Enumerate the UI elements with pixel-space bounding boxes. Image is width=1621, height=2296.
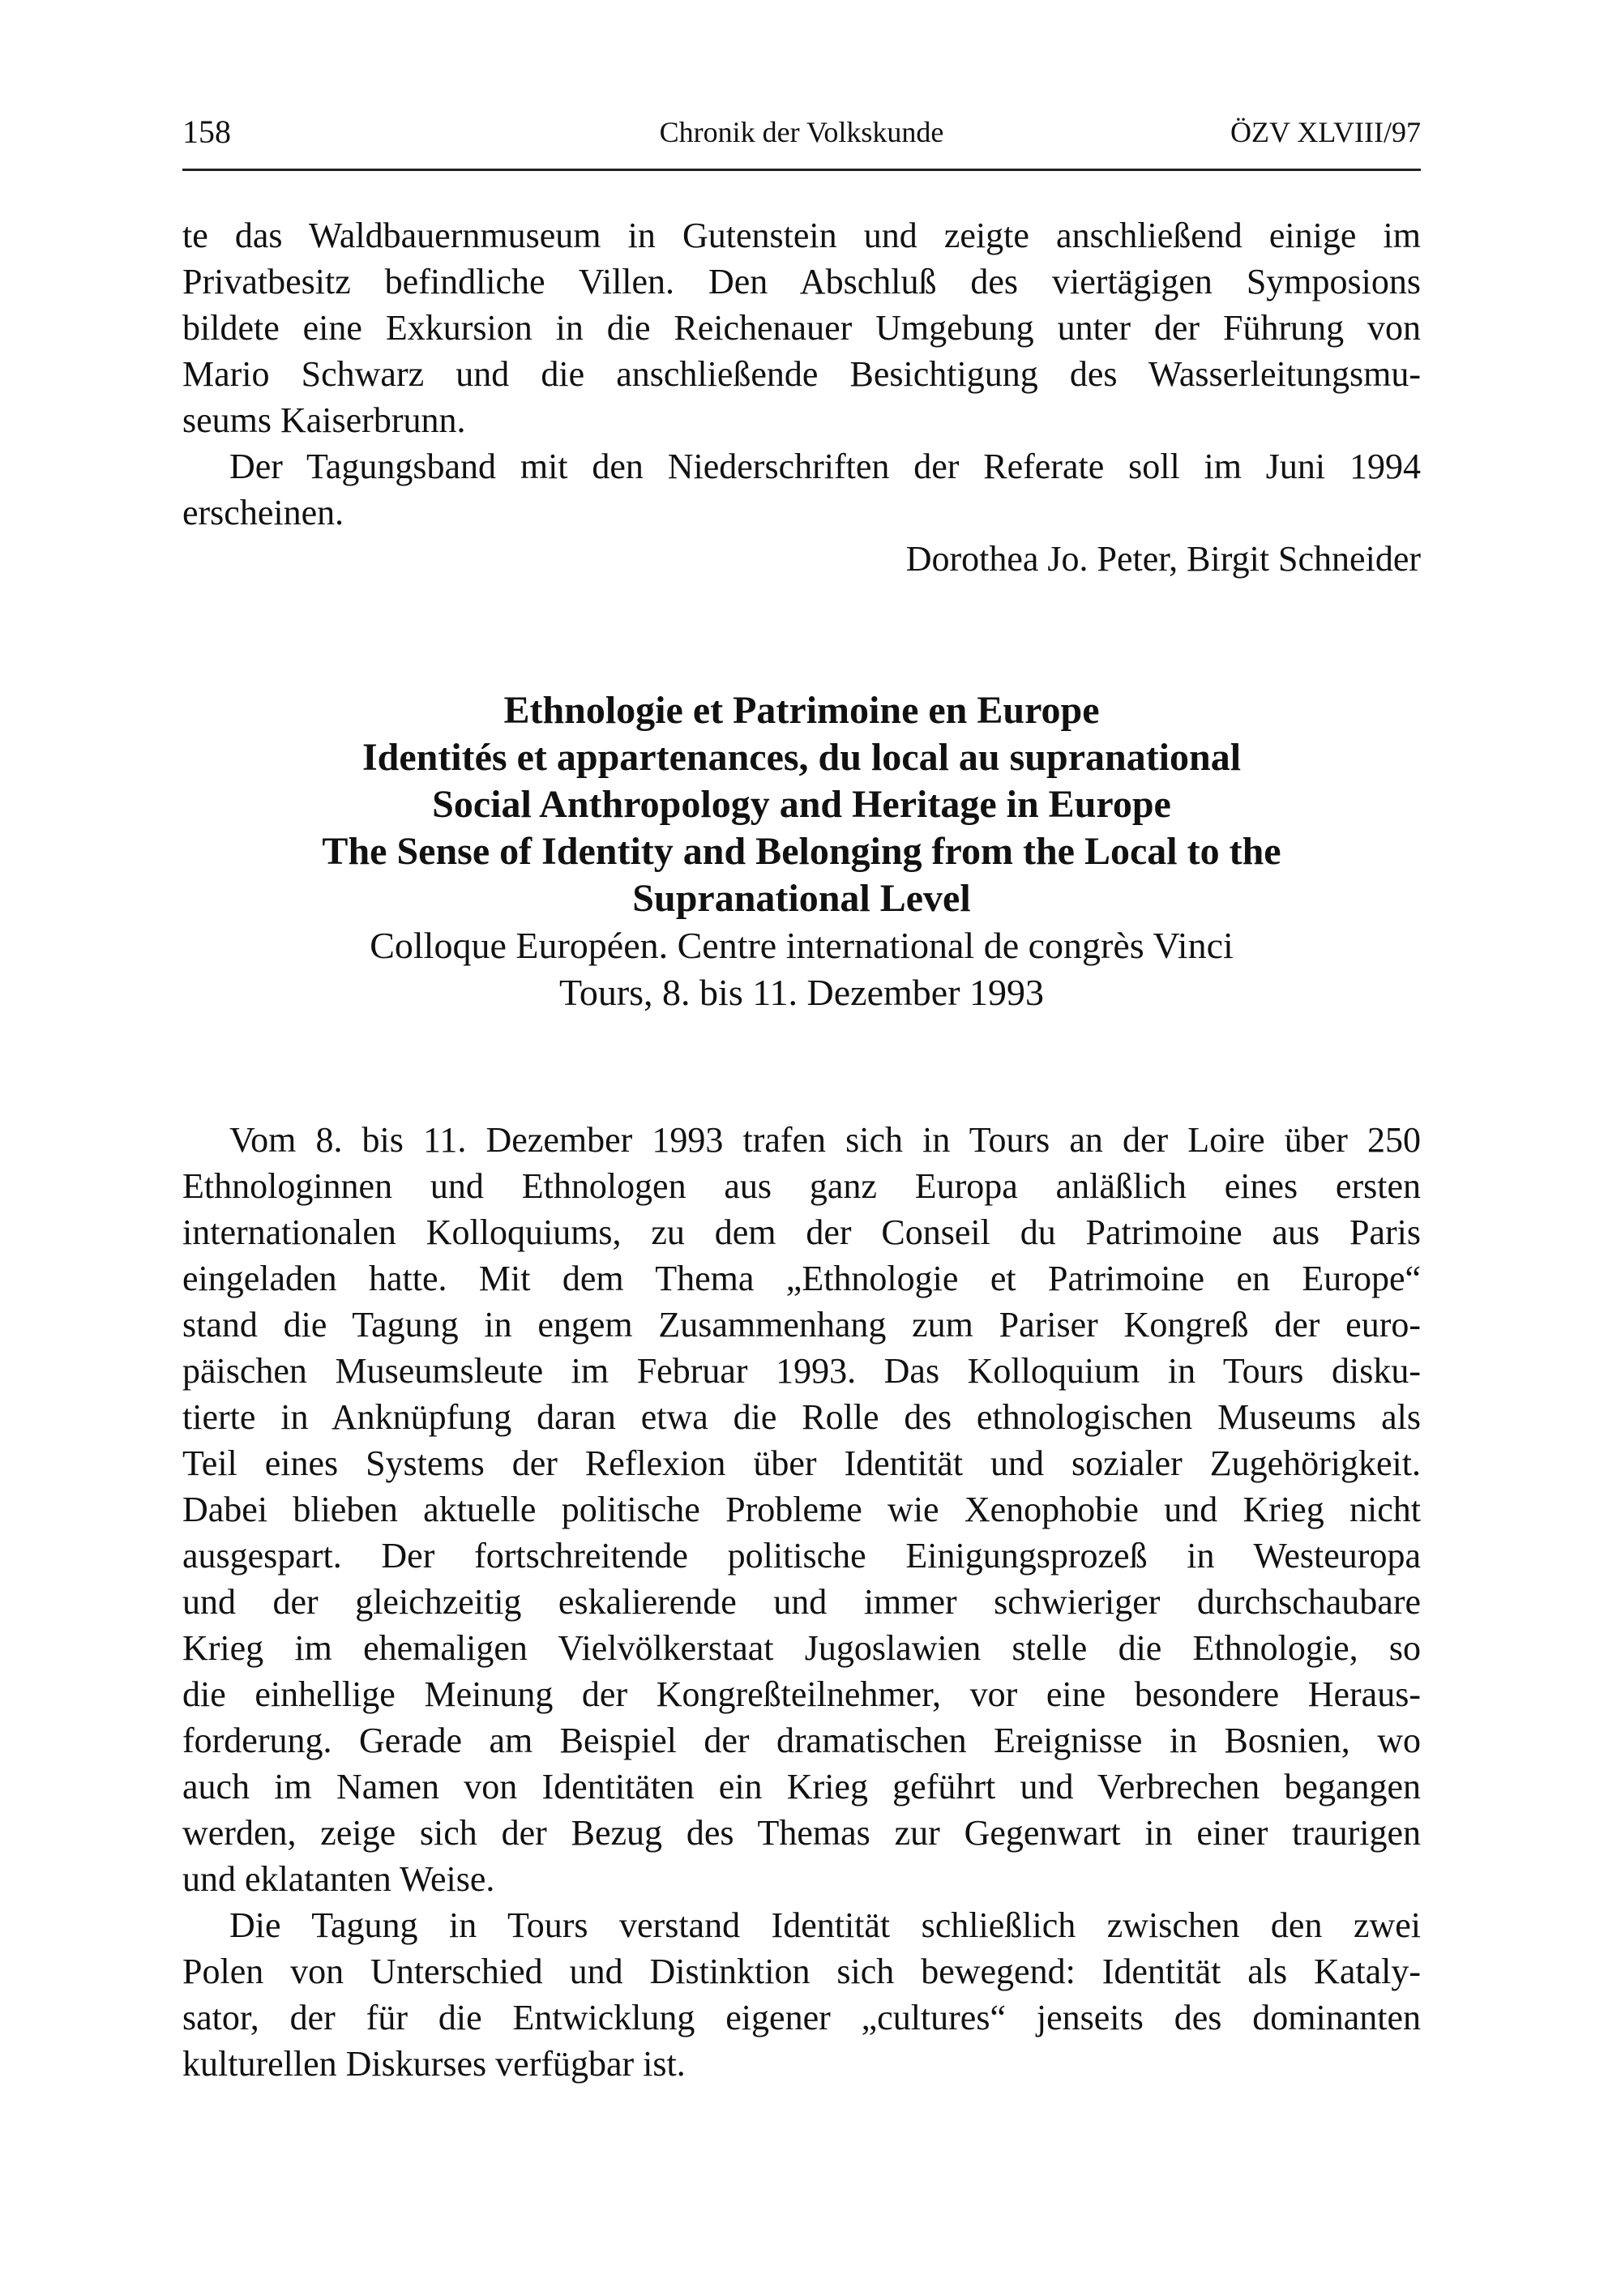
text-line: auch im Namen von Identitäten ein Krieg geführt und Verbrechen begangen (182, 1767, 1421, 1806)
text-line: Dabei blieben aktuelle politische Probleme wie Xenophobie und Krieg nicht (182, 1490, 1421, 1529)
text-line: die einhellige Meinung der Kongreßteilnehmer, vor eine besondere Heraus- (182, 1674, 1421, 1714)
text-line: eingeladen hatte. Mit dem Thema „Ethnologie et Patrimoine en Europe“ (182, 1259, 1421, 1298)
text-line: Mario Schwarz und die anschließende Besichtigung des Wasserleitungsmu- (182, 354, 1421, 394)
text-line: stand die Tagung in engem Zusammenhang zum Pariser Kongreß der euro- (182, 1305, 1421, 1345)
text-line: Der Tagungsband mit den Niederschriften der Referate soll im Juni 1994 (229, 447, 1421, 486)
text-line: Die Tagung in Tours verstand Identität schließlich zwischen den zwei (229, 1905, 1421, 1945)
text-line: und eklatanten Weise. (182, 1859, 495, 1899)
article-title: The Sense of Identity and Belonging from the Local to the (322, 830, 1281, 873)
article-title: Identités et appartenances, du local au supranational (361, 736, 1242, 779)
text-line: päischen Museumsleute im Februar 1993. Das Kolloquium in Tours disku- (182, 1351, 1421, 1391)
author-signature: Dorothea Jo. Peter, Birgit Schneider (905, 539, 1421, 579)
running-title: Chronik der Volkskunde (659, 116, 944, 148)
text-line: und der gleichzeitig eskalierende und immer schwieriger durchschaubare (182, 1582, 1421, 1622)
text-line: forderung. Gerade am Beispiel der dramatischen Ereignisse in Bosnien, wo (182, 1721, 1421, 1760)
text-line: seums Kaiserbrunn. (182, 400, 466, 440)
text-line: Privatbesitz befindliche Villen. Den Abschluß des viertägigen Symposions (182, 262, 1421, 301)
article-title: Supranational Level (632, 877, 971, 920)
article-title-block (182, 687, 1421, 1016)
text-line: Polen von Unterschied und Distinktion sich bewegend: Identität als Kataly- (182, 1952, 1421, 1991)
article-subtitle: Tours, 8. bis 11. Dezember 1993 (558, 972, 1045, 1013)
continuation-paragraph (182, 212, 1421, 582)
text-line: te das Waldbauernmuseum in Gutenstein und zeigte anschließend einige im (182, 216, 1421, 255)
running-header (182, 112, 1421, 152)
text-line: Vom 8. bis 11. Dezember 1993 trafen sich in Tours an der Loire über 250 (229, 1120, 1421, 1160)
text-line: tierte in Anknüpfung daran etwa die Rolle des ethnologischen Museums als (182, 1397, 1421, 1437)
text-line: internationalen Kolloquiums, zu dem der Conseil du Patrimoine aus Paris (182, 1212, 1421, 1252)
article-subtitle: Colloque Européen. Centre international de congrès Vinci (370, 925, 1234, 966)
page-number: 158 (182, 113, 231, 150)
text-line: Krieg im ehemaligen Vielvölkerstaat Jugoslawien stelle die Ethnologie, so (182, 1628, 1421, 1668)
text-line: Ethnologinnen und Ethnologen aus ganz Europa anläßlich eines ersten (182, 1166, 1421, 1206)
text-line: Teil eines Systems der Reflexion über Identität und sozialer Zugehörigkeit. (182, 1443, 1421, 1483)
article-title: Ethnologie et Patrimoine en Europe (503, 689, 1100, 732)
text-line: sator, der für die Entwicklung eigener „cultures“ jenseits des dominanten (182, 1998, 1421, 2037)
article-body (182, 1117, 1421, 2087)
text-line: werden, zeige sich der Bezug des Themas zur Gegenwart in einer traurigen (182, 1813, 1421, 1853)
header-rule (182, 169, 1421, 171)
article-title: Social Anthropology and Heritage in Europe (432, 783, 1171, 826)
volume-label: ÖZV XLVIII/97 (1230, 116, 1421, 148)
text-line: bildete eine Exkursion in die Reichenauer Umgebung unter der Führung von (182, 308, 1421, 348)
text-line: kulturellen Diskurses verfügbar ist. (182, 2044, 686, 2084)
text-line: erscheinen. (182, 493, 344, 532)
text-line: ausgespart. Der fortschreitende politische Einigungsprozeß in Westeuropa (182, 1536, 1421, 1576)
